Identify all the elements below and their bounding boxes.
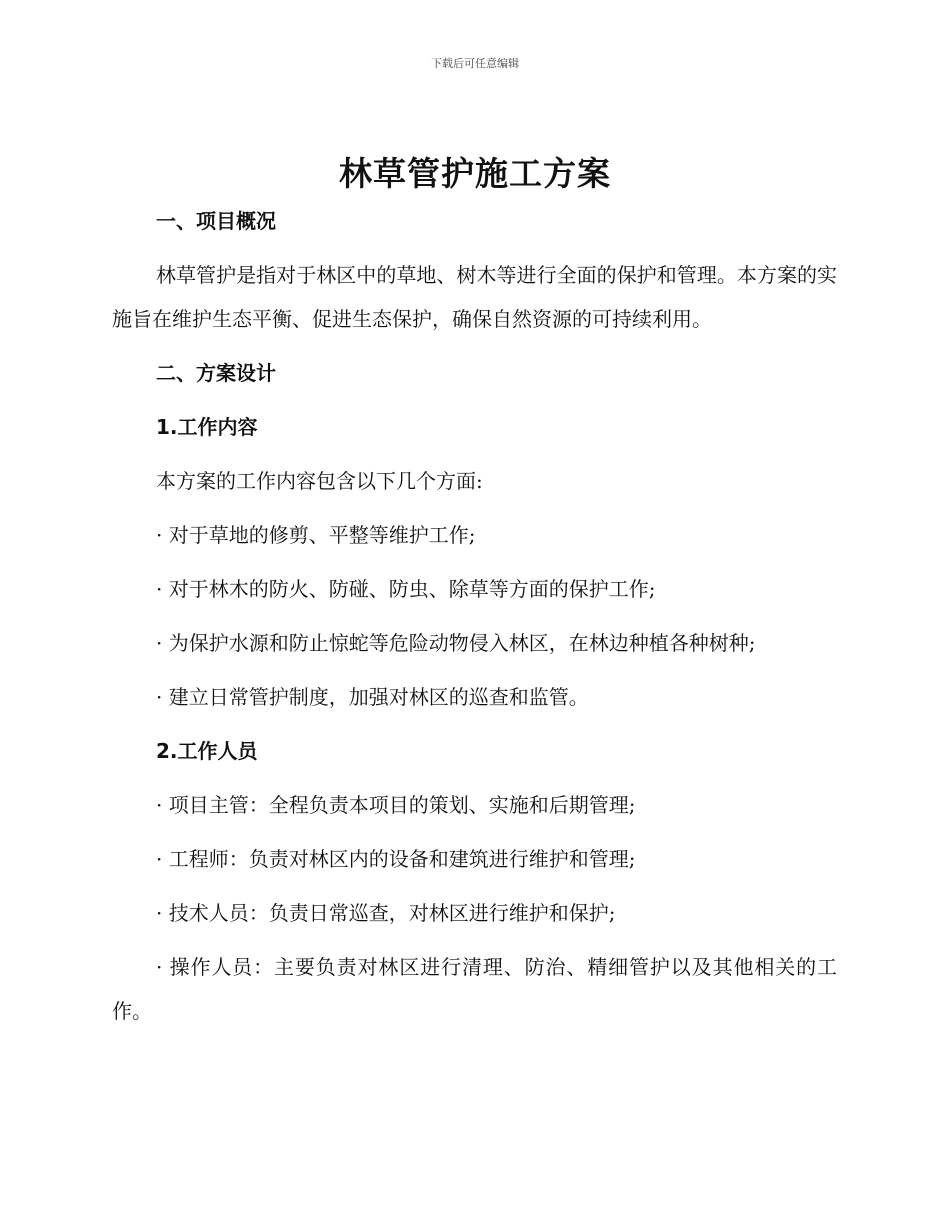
section-heading-design: 二、方案设计 <box>156 361 276 385</box>
header-note: 下载后可任意编辑 <box>431 57 519 70</box>
list-item: · 对于草地的修剪、平整等维护工作; <box>156 523 476 547</box>
list-item: · 对于林木的防火、防碰、防虫、除草等方面的保护工作; <box>156 577 656 601</box>
subheading-work-content: 1.工作内容 <box>156 415 258 439</box>
document-body <box>112 194 837 1033</box>
list-item: · 为保护水源和防止惊蛇等危险动物侵入林区，在林边种植各种树种; <box>156 631 756 655</box>
list-item: · 技术人员：负责日常巡查，对林区进行维护和保护; <box>156 901 616 925</box>
document-title: 林草管护施工方案 <box>339 154 611 193</box>
subheading-staff: 2.工作人员 <box>156 739 258 763</box>
list-item: · 操作人员：主要负责对林区进行清理、防治、精细管护以及其他相关的工作。 <box>112 955 837 1023</box>
work-content-intro: 本方案的工作内容包含以下几个方面: <box>156 469 483 493</box>
overview-paragraph: 林草管护是指对于林区中的草地、树木等进行全面的保护和管理。本方案的实施旨在维护生态平衡、促进生态保护，确保自然资源的可持续利用。 <box>112 263 837 331</box>
list-item: · 项目主管：全程负责本项目的策划、实施和后期管理; <box>156 793 636 817</box>
list-item: · 建立日常管护制度，加强对林区的巡查和监管。 <box>156 685 589 709</box>
section-heading-overview: 一、项目概况 <box>156 209 276 233</box>
list-item: · 工程师：负责对林区内的设备和建筑进行维护和管理; <box>156 847 636 871</box>
